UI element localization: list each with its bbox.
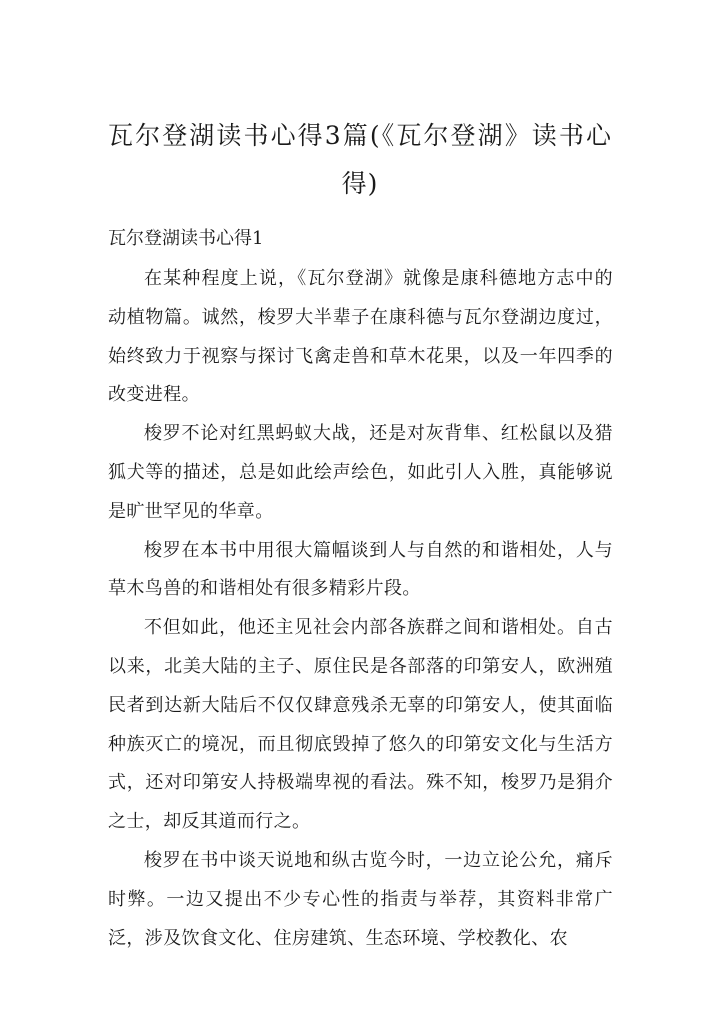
paragraph: 在某种程度上说，《瓦尔登湖》就像是康科德地方志中的动植物篇。诚然，梭罗大半辈子在康科德与瓦尔登湖边度过，始终致力于视察与探讨飞禽走兽和草木花果，以及一年四季的改变进程。 bbox=[108, 268, 613, 406]
document-title: 瓦尔登湖读书心得3篇(《瓦尔登湖》读书心得) bbox=[108, 121, 612, 198]
paragraph: 不但如此，他还主见社会内部各族群之间和谐相处。自古以来，北美大陆的主子、原住民是各部落的印第安人，欧洲殖民者到达新大陆后不仅仅肆意残杀无辜的印第安人，使其面临种族灭亡的境况，而且彻底毁掉了悠久的印第安文化与生活方式，还对印第安人持极端卑视的看法。殊不知，梭罗乃是狷介之士，却反其道而行之。 bbox=[108, 617, 613, 833]
section-heading: 瓦尔登湖读书心得1 bbox=[108, 228, 264, 249]
paragraph: 梭罗不论对红黑蚂蚁大战，还是对灰背隼、红松鼠以及猎狐犬等的描述，总是如此绘声绘色，如此引人入胜，真能够说是旷世罕见的华章。 bbox=[108, 423, 613, 522]
paragraph: 梭罗在本书中用很大篇幅谈到人与自然的和谐相处，人与草木鸟兽的和谐相处有很多精彩片段。 bbox=[108, 539, 613, 600]
document-body bbox=[108, 260, 613, 958]
paragraph: 梭罗在书中谈天说地和纵古览今时，一边立论公允，痛斥时弊。一边又提出不少专心性的指责与举荐，其资料非常广泛，涉及饮食文化、住房建筑、生态环境、学校教化、农 bbox=[108, 849, 613, 949]
